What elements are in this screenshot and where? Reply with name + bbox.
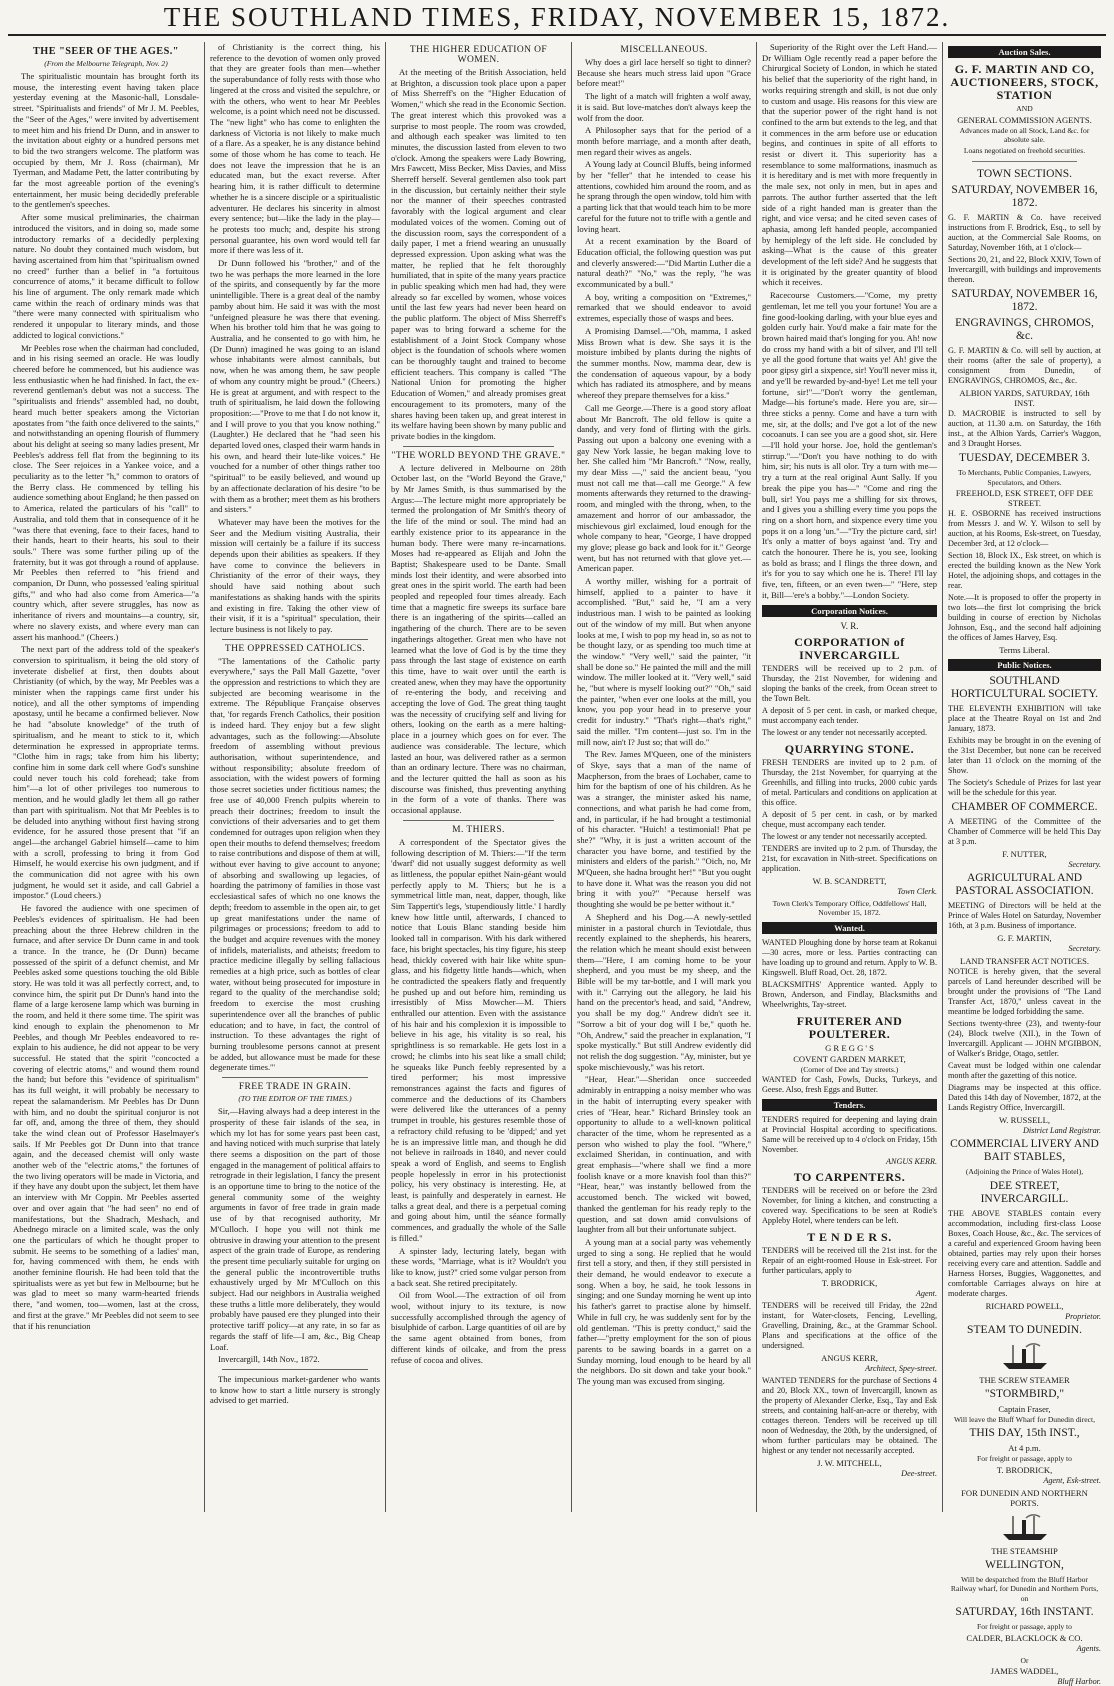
paragraph: The Rev. James M'Queen, one of the ministers of Skye, says that a man of the name of Macpherson, from the braes of Lochaber, came to him for the baptism of one of his children. As he was a stranger, the minister asked his name, connections, and what parish he had come from, and, in particular, if he had brought a testimonial of his character. "Huich! a testimonial! Phat pe she?" "Why, it is just a written account of the character you have borne, and testified by the ministers and elders of the parish." "Oich, no, Mr M'Queen, she hadna brought her!" "But you ought to have done it. What was the reason you did not bring it with you?" "Pecause herself was thoughting she would be pe better without it." xyxy=(577,749,751,910)
notice-text: WANTED TENDERS for the purchase of Sections 4 and 20, Block XX., town of Invercargill, known as the property of Alexander Clerke, Esq., Tay and Esk streets, and containing half-an-acre or thereby, with cottages thereon. Tenders will be received up till noon of Wednesday, the 20th, by the undersigned, of whom further particulars may be obtained. The highest or any tender not necessarily accepted. xyxy=(762,1376,937,1456)
steamship-icon xyxy=(948,1341,1101,1371)
article-title: THE "SEER OF THE AGES." xyxy=(33,46,179,57)
steamship-icon-svg xyxy=(1000,1512,1050,1542)
signature-title: Dee-street. xyxy=(901,1469,937,1479)
signature: W. RUSSELL, xyxy=(998,1115,1050,1125)
notice-text: Loans negotiated on freehold securities. xyxy=(963,145,1086,155)
paragraph: A Young lady at Council Bluffs, being informed by her "feller" that he intended to cease his attentions, cowhided him around the room, and as he sprang through the open window, told him with a parting lick that that would teach him to be more careful for the future not to trifle with a gentle and loving heart. xyxy=(577,159,751,234)
article-subtitle: (TO THE EDITOR OF THE TIMES.) xyxy=(238,1094,352,1104)
notice-footer: Town Clerk's Temporary Office, Oddfellows' Hall, November 15, 1872. xyxy=(772,898,927,918)
ship-name: "STORMBIRD," xyxy=(984,1387,1065,1400)
notice-date: THIS DAY, 15th INST., xyxy=(969,1427,1080,1439)
notice-title: QUARRYING STONE. xyxy=(784,741,915,756)
paragraph: "Hear, Hear."—Sheridan once succeeded admirably in entrapping a noisy member who was in the habit of interrupting every speaker with cries of "Hear, hear." Richard Brinsley took an opportunity to allude to a well-known political character of the time, whom he represented as a person who wished to play the fool. "Where," exclaimed Sheridan, in continuation, and with great emphasis—"where shall we find a more foolish knave or a more knavish fool than this?" "Hear, hear," was instantly bellowed from the accustomed bench. The wicked wit bowed, thanked the gentleman for his ready reply to the question, and sat down amid convulsions of laughter from all but their unfortunate subject. xyxy=(577,1074,751,1235)
notice-text: TENDERS required for deepening and laying drain at Provincial Hospital according to specifications. Same will be received up to 4 o'clock on Friday, 15th November. xyxy=(762,1115,937,1155)
notice-text: Will be despatched from the Bluff Harbor Railway wharf, for Dunedin and Northern Ports, on xyxy=(950,1574,1099,1603)
notice-title: CORPORATION of INVERCARGILL xyxy=(794,634,905,662)
signature-title: Bluff Harbor. xyxy=(1057,1677,1101,1686)
notice-text: G. F. MARTIN & Co. will sell by auction, at their rooms (after the sale of property), a consignment from Dunedin, of ENGRAVINGS, CHROMOS, &c., &c. xyxy=(948,346,1101,385)
notice-text: THE ELEVENTH EXHIBITION will take place at the Theatre Royal on 1st and 2nd January, 1873. xyxy=(948,704,1101,733)
notice-text: FRESH TENDERS are invited up to 2 p.m. of Thursday, the 21st November, for quarrying at the Greenhills, and filling into trucks, 2000 cubic yards of metal. Particulars and conditions on application at this office. xyxy=(762,757,937,807)
notice-text: Caveat must be lodged within one calendar month after the gazetting of this notice. xyxy=(948,1061,1101,1080)
paragraph: The light of a match will frighten a wolf away, it is said. But love-matches don't always keep the wolf from the door. xyxy=(577,91,751,123)
paragraph: Why does a girl lace herself so tight to dinner? Because she hears much stress laid upon "Grace before meat!" xyxy=(577,57,751,89)
steamship-icon-svg xyxy=(1000,1341,1050,1371)
paragraph: A Promising Damsel.—"Oh, mamma, I asked Miss Brown what is dew. She says it is the moisture imbibed by plants during the nights of the summer months. Now, mamma dear, dew is the condensation of aqueous vapour, by a body which has radiated its atmosphere, and by means whereof they prepare themselves for a kiss." xyxy=(577,325,751,401)
signature: CALDER, BLACKLOCK & CO. xyxy=(966,1632,1083,1643)
notice-title: CHAMBER OF COMMERCE. xyxy=(951,801,1098,813)
paragraph: A worthy miller, wishing for a portrait of himself, applied to a painter to have it accomplished. "But," said he, "I am a very industrious man. I wish to be painted as looking out of the window of my mill. But when anyone looks at me, I wish to pop my head in, so as not to be thought lazy, or as spending too much time at the window." "Very well," said the painter, "it shall be done so." He painted the mill and the mill window. The miller looked at it. "Very well," said he, "but where is myself looking out?" "Oh," said the painter, "when ever one looks at the mill, you know, you pop your head in to preserve your credit for industry." "That's right—that's right," said the miller. "I'm content—just so. I'm in the mill now, ain't I? Just so; that will do." xyxy=(577,576,751,747)
paragraph: Dr Dunn followed his "brother," and of the two he was perhaps the more learned in the lore of the spirits, and consequently by far the more unintelligible. There is a great deal of the namby pamby about him. He said it was with the most "unfeigned pleasure he was there that evening. When his brother told him that he was going to Australia, and he consented to go with him, he (Dr Dunn) imagined he was going to an island whose inhabitants were almost cannibals, but now, when he was among them, he saw people of whom any country might be proud." (Cheers.) He is great at argument, and with respect to the truth of spiritualism, he laid down the following proposition:—"Prove to me that I do not know it, and I will prove to you that you know nothing." (Laughter.) He declared that he "had seen his departed loved ones, clasped their warm hands in his own, and heard their lute-like voices." He vouched for a number of other things rather too "spiritual" to be easily believed, and wound up by an affectionate declaration of his desire "to be with them as a brother; meet them as his brothers and sisters." xyxy=(210,258,380,515)
signature: T. BRODRICK, xyxy=(821,1278,878,1289)
notice-date: SATURDAY, 16th INSTANT. xyxy=(955,1606,1094,1618)
notice-title: G. F. MARTIN AND CO, AUCTIONEERS, STOCK, STATION xyxy=(950,62,1099,102)
notice-text: For freight or passage, apply to xyxy=(977,1622,1072,1631)
signature-title: Architect, Spey-street. xyxy=(865,1364,937,1374)
notice-text: Or xyxy=(1020,1655,1029,1665)
signature: W. B. SCANDRETT, xyxy=(812,875,887,886)
notice-title: STEAM TO DUNEDIN. xyxy=(967,1323,1082,1336)
signature-title: Agent. xyxy=(915,1289,937,1299)
notice-title: AGRICULTURAL AND PASTORAL ASSOCIATION. xyxy=(955,872,1094,897)
paragraph: Oil from Wool.—The extraction of oil from wool, without injury to its texture, is now successfully accomplished through the agency of bisulphide of carbon. Large quantities of oil are by the same agent obtained from bones, from different kinds of oilcake, and from the press refuse of cocoa and olives. xyxy=(391,1290,566,1365)
column-1 xyxy=(8,42,205,1512)
notice-title: LAND TRANSFER ACT NOTICES. xyxy=(959,956,1090,966)
article-title: "THE WORLD BEYOND THE GRAVE." xyxy=(391,450,566,461)
paragraph: A Philosopher says that for the period of a month before marriage, and a month after death, men regard their wives as angels. xyxy=(577,125,751,157)
paragraph: Superiority of the Right over the Left Hand.—Dr William Ogle recently read a paper before the Chirurgical Society of London, in which he stated his belief that the superiority of the right hand, in works requiring strength and skill, is not due only to custom and usage. His reasons for this view are that the superior power of the right hand is not confined to the arm but extends to the leg, and that it commences in the arm before use or education begins, and continues in spite of all efforts to resist or divert it. This superiority has a resemblance to some malformations, inasmuch as it is hereditary and is met with more frequently in the male sex, not only in men, but in apes and parrots. The author further asserted that the left side of a right handed man is greater than the right, and vice versa; and he cited seven cases of aphasia, among left handed people, accompanied by hemiplegy of the left side. He concluded by asking—What is the cause of this greater development of the left side? And he suggests that it is originated by the greater quantity of blood which it receives. xyxy=(762,42,937,288)
shop-name: G R E G G ' S xyxy=(825,1042,874,1053)
notice-text: D. MACROBIE is instructed to sell by auction, at 11.30 a.m. on Saturday, the 16th inst., at the Albion Yards, Carrier's Waggon, and 3 Draught Horses. xyxy=(948,409,1101,448)
ship-name: WELLINGTON, xyxy=(985,1558,1064,1571)
paragraph: The spiritualistic mountain has brought forth its mouse, the interesting event having taken place yesterday evening at the Masonic-hall, Lonsdale-street. "Spiritualists and friends" of Mr J. M. Peebles, the "Seer of the Ages," were invited by advertisement to meet him and his friend Dr Dunn, and in answer to the invitation about eighty or a hundred persons met to bid the two strangers welcome. The platform was occupied by them, Mr J. Ross (chairman), Mr Tyerman, and Madame Pett, the latter contributing by far the most agreeable portion of the evening's entertainment, her music being decidedly preferable to the gentlemen's speeches. xyxy=(13,71,199,210)
paragraph: "The lamentations of the Catholic party everywhere," says the Pall Mall Gazette, "over the oppression and restrictions to which they are subjected are becoming wearisome in the extreme. The République Française observes that, 'for regards French Catholics, their position is indeed hard. They enjoy but a few slight advantages, such as the following:—Absolute freedom of assembling without previous authorisation, without superintendence, and without responsibility; absolute freedom of association, with the widest powers of forming those secret societies under fictitious names; the free use of 40,000 French pulpits wherein to preach their doctrines; freedom to insult the convictions of their adversaries and to get them condemned for outrages upon religion when they open their mouths to defend themselves; freedom to raise contributions and dispose of them at will, without ever having to give account to anyone; of absorbing and swallowing up legacies, of hoarding the patrimony of families in those vast ecclesiastical safes of which no one knows the depth; freedom to assemble in the open air, to get up great manifestations under the name of pilgrimages or processions; freedom to add to the budget and acquire revenues with the money of infidels, materialists, and atheists; freedom to practice medicine illegally by selling fallacious remedies at a high price, such as bottles of clear water, without being prosecuted for imposture in regard to the quality of the merchandise sold; freedom to exercise the most crushing superintendence over all the branches of public education; and to have, in fact, the control of instruction. To these advantages the right of burning troublesome persons cannot at present be added, but allowance must be made for these degenerate times.'" xyxy=(210,655,380,1073)
paragraph: At a recent examination by the Board of Education official, the following question was put and cleverly answered:—"Did Martin Luther die a natural death?" "No," was the reply, "he was excommunicated by a bull." xyxy=(577,236,751,290)
signature: G. F. MARTIN, xyxy=(997,933,1052,943)
notice-title: FRUITERER AND POULTERER. xyxy=(796,1013,903,1041)
signature-title: District Land Registrar. xyxy=(1022,1126,1101,1135)
notice-title: ENGRAVINGS, CHROMOS, &c. xyxy=(955,317,1094,342)
notice-title: THE STEAMSHIP xyxy=(991,1545,1058,1556)
notice-title: SOUTHLAND HORTICULTURAL SOCIETY. xyxy=(950,675,1099,700)
notice-text: BLACKSMITHS' Apprentice wanted. Apply to Brown, Anderson, and Findlay, Blacksmiths and Wheelwrights, Tay-street. xyxy=(762,979,937,1009)
column-3 xyxy=(386,42,572,1512)
paragraph: The next part of the address told of the speaker's conversion to spiritualism, it being the old story of inveterate disbelief at first, then doubts about Christianity (of which, by the way, Mr Peebles was a minister when the rappings came first under his notice), and all the other symptoms of impending apostasy, until he became a confirmed believer. Now he had "absolute knowledge" of the truth of spiritualism, and he meant to stick to it, which determination he expressed in appropriate terms. "Clothe him in rags; take from him his liberty; confine him in some dark cell where God's sunshine could never touch his cold forehead; take from him"—a lot of other privileges too numerous to mention, and he would gladly let them all go rather than part with spiritualism. Not that Mr Peebles is to be deluded into anything without first having strong evidence, for he assured those present that "if an angel—the archangel Gabriel himself—came to him with a scroll, professing to bring it from God Himself, he would exercise his own judgment, and if the communication did not agree with his own judgment, he would set it aside, and call Gabriel a impostor." (Loud cheers.) xyxy=(13,644,199,901)
columns xyxy=(8,42,1106,1686)
notice-text: To Merchants, Public Companies, Lawyers, Speculators, and Others. xyxy=(958,468,1091,487)
notice-text: TENDERS will be received on or before the 23rd November, for lining a kitchen, and constructing a covered way. Specifications to be seen at Rodie's Appleby Hotel, where tenders can be left. xyxy=(762,1186,937,1226)
paragraph: After some musical preliminaries, the chairman introduced the visitors, and in doing so, made some introductory remarks of a decidedly perplexing nature. No doubt they contained much wisdom, but having ascertained from him that "spiritualism owned no creed" further than a belief in "a fortuitous concurrence of atoms," it became difficult to follow his line of argument. The only remark made which came within the reach of ordinary minds was that "there were many connected with spiritualism who rendered it unpopular to literary minds, and those addicted to logical convictions." xyxy=(13,212,199,340)
notice-subtitle: (Adjoining the Prince of Wales Hotel), xyxy=(965,1167,1084,1176)
column-5 xyxy=(757,42,943,1512)
signature: J. W. MITCHELL, xyxy=(817,1458,882,1469)
article-title: M. THIERS. xyxy=(452,824,505,835)
shop-address: (Corner of Dee and Tay streets.) xyxy=(800,1064,899,1074)
paragraph: Racecourse Customers.—"Come, my pretty gentleman, let me tell you your fortune! You are a fine good-looking darling, with your blue eyes and golden curly hair. You'd make a fair mate for the brown haired maid that's longing for you. Ah! now do cross my hand with a bit of silver, and I'll tell ye all the good fortune that waits ye! Ah! give the poor gipsy girl a sixpence, sir! You'll never miss it, and ye'll be rewarded by-and-bye! Let me tell your fortune, sir!"—"Don't worry the gentleman, Madge—his fortune's made. Here you are, sir—three sticks a penny. Come and have a turn with me, sir, at the dolls; and I've got a lot of the new cocoanuts. I can see you are a good shot, sir. Here—I'll hold your horse. Joe, hold the gentleman's stirrup."—"Don't you have nothing to do with him, sir; his nuts is all olor. Try a turn with me—try a turn at the real original Aunt Sally. If you break the pipe you has—" "Come and ring the bull, sir! You pays me a shilling for six throws, and I gives you a shilling every time you pops the ring on a short horn, and sixpence every time you pops it on a long 'un."—"Try the picture card, sir! It's only a matter of boys against 'and. Try and catch the honourer. There he is, you see, looking as bold as brass; and I flings the three down, and it's for you to say which one he is. There! I'll lay five, ten, fifteen, or an even twen—" "Here, step it, Bill—'ere's a bobby."—London Society. xyxy=(762,290,937,600)
notice-title: THE SCREW STEAMER xyxy=(979,1374,1070,1385)
notice-title: T E N D E R S. xyxy=(807,1230,892,1245)
notice-subtitle: GENERAL COMMISSION AGENTS. xyxy=(957,114,1092,125)
notice-date: TUESDAY, DECEMBER 3. xyxy=(959,452,1090,464)
divider xyxy=(403,446,554,447)
article-title: THE OPPRESSED CATHOLICS. xyxy=(224,643,366,654)
notice-text: Sections twenty-three (23), and twenty-four (24), Block twelve (XII.), in the Town of Invercargill. Applicant — JOHN M'GIBBON, of Walker's Bridge, Otago, settler. xyxy=(948,1019,1101,1058)
notice-title: FREEHOLD, ESK STREET, OFF DEE STREET. xyxy=(955,488,1094,508)
section-band: Tenders. xyxy=(762,1099,937,1111)
divider xyxy=(972,161,1077,162)
notice-title: FOR DUNEDIN AND NORTHERN PORTS. xyxy=(961,1487,1088,1508)
notice-text: TENDERS will be received up to 2 p.m. of Thursday, the 21st November, for widening and sloping the banks of the creek, from Ocean street to the Town Belt. xyxy=(762,663,937,703)
steamship-icon xyxy=(948,1512,1101,1542)
signature: JAMES WADDEL, xyxy=(990,1666,1059,1676)
masthead: THE SOUTHLAND TIMES, FRIDAY, NOVEMBER 15, 1872. xyxy=(8,0,1106,36)
signature: F. NUTTER, xyxy=(1002,849,1047,859)
notice-text: WANTED for Cash, Fowls, Ducks, Turkeys, and Geese. Also, fresh Eggs and Butter. xyxy=(762,1075,937,1095)
paragraph: A Shepherd and his Dog.—A newly-settled minister in a pastoral church in Teviotdale, thus recently explained to the shepherds, his hearers, the relation which he meant should exist between them—"Here, I am coming home to be your shepherd, and you must be my sheep, and the Bible will be my tar-bottle, and I will mark you with it." Carrying out the allegory, he laid his hand on the precentor's head, and said, "Andrew, you shall be my dog." Andrew didn't see it. "Sorrow a bit of your dog will I be," quoth he. "Oh, Andrew," said the preacher in explanation, "I spoke mystically." But still Andrew evidently did not relish the dog suggestion. "Ay, minister, but ye spoke mischievously," was his retort. xyxy=(577,911,751,1072)
notice-text: The lowest or any tender not necessarily accepted. xyxy=(762,727,928,737)
section-band: Public Notices. xyxy=(948,659,1101,671)
notice-text: Exhibits may be brought in on the evening of the 31st December, but none can be received later than 11 o'clock on the morning of the Show. xyxy=(948,736,1101,775)
signature: T. BRODRICK, xyxy=(996,1464,1053,1475)
divider xyxy=(222,1077,368,1078)
signature: ANGUS KERR, xyxy=(821,1353,878,1364)
column-2 xyxy=(205,42,386,1512)
article-source: (From the Melbourne Telegraph, Nov. 2) xyxy=(44,59,168,68)
notice-title: DEE STREET, INVERCARGILL. xyxy=(980,1179,1069,1205)
paragraph: Whatever may have been the motives for the Seer and the Medium visiting Australia, their mission will certainly be a failure if its success depends upon their abilities as speakers. If they have come to convince the believers in Christianity of the error of their ways, they should have said nothing about such manifestations as shaking hands with the spirits and existing in fire. Taking the other view of their visit, if it is a "spiritual" speculation, their lecture business is not likely to pay. xyxy=(210,516,380,634)
royal-arms-icon xyxy=(762,621,937,631)
divider xyxy=(403,820,554,821)
signature: ANGUS KERR. xyxy=(886,1157,937,1167)
notice-text: WANTED Ploughing done by horse team at Rokanui—30 acres, more or less. Parties contracting can have loading up to ground and return. Apply to W. B. Kingswell. Bluff Road, Oct. 28, 1872. xyxy=(762,937,937,977)
notice-text: G. F. MARTIN & Co. have received instructions from F. Brodrick, Esq., to sell by auction, at the Commercial Sale Rooms, on Saturday, November 16th, at 1 o'clock— xyxy=(948,213,1101,252)
paragraph: Sir,—Having always had a deep interest in the prosperity of these fair islands of the sea, in which my lot has for some years past been cast, and having noticed with much surprise that lately there seems a disposition on the part of those engaged in the management of political affairs to retrograde in their legislation, I fancy the present is an opportune time to bring to the notice of the general community some of the weighty arguments in favor of free trade in grain made use of by that recognised authority, Mr M'Culloch. I hope you will not think me obtrusive in drawing your attention to the present aspect of the grain trade of Europe, as rendering the present time peculiarly suitable for urging on the general public the incontrovertible truths exhaustively urged by Mr M'Culloch on this subject. Had our neighbors in Australia weighed these truths a little more deliberately, they would probably have paused ere they plunged into their protective tariff policy—at any rate, in so far as regards the staff of life—I am, &c., Big Cheap Loaf. xyxy=(210,1106,380,1352)
column-6 xyxy=(943,42,1106,1686)
paragraph: A boy, writing a composition on "Extremes," remarked that we should endeavor to avoid extremes, especially those of wasps and bees. xyxy=(577,291,751,324)
paragraph: At the meeting of the British Association, held at Brighton, a discussion took place upon a paper of Miss Sherreff's on the "Higher Education of Women," which she read in the Economic Section. The great interest which this provoked was a surprise to most people. The room was crowded, and although each speaker was limited to ten minutes, the discussion lasted from eleven to two o'clock. Among the speakers were Lady Bowring, Mrs Fawcett, Miss Becker, Miss Davies, and Miss Sherreff herself. Several gentlemen also took part in the discussion, but certainly neither their style nor the manner of their speeches contrasted favorably with the logical argument and clear modulated voices of the women. Coming out of the discussion room, says the correspondent of a daily paper, I met a friend wearing an unusually depressed expression. Upon asking what was the matter, he replied that he felt thoroughly humiliated, that in spite of the many years practice in public speaking which men had had, they were already so far excelled by women, whose voices until the last few years had never been heard on the public platform. The object of Miss Sherreff's paper was to bring forward a scheme for the establishment of a Joint Stock Company whose object is the foundation of schools where women can be thoroughly taught and trained to become efficient teachers. This company is called "The National Union for promoting the higher Education of Women," and already promises great encouragement to its promoters, many of the shares having been taken up, and great interest in its welfare having been shown by many public and private bodies in the kingdom. xyxy=(391,67,566,441)
notice-text: Sections 20, 21, and 22, Block XXIV, Town of Invercargill, with buildings and improvements thereon. xyxy=(948,255,1101,284)
paragraph: The impecunious market-gardener who wants to know how to start a little nursery is strongly advised to get married. xyxy=(210,1373,380,1406)
notice-text: For freight or passage, apply to xyxy=(977,1454,1072,1463)
signature-title: Secretary. xyxy=(1068,860,1101,869)
section-band: Corporation Notices. xyxy=(762,605,937,617)
notice-text: Terms Liberal. xyxy=(999,645,1050,655)
paragraph: A young man at a social party was vehemently urged to sing a song. He replied that he would first tell a story, and then, if they still persisted in their demand, he would endeavor to execute a song. When a boy, he said, he took lessons in singing; and one Sunday morning he went up into his father's garret to practise alone by himself. While in full cry, he was suddenly sent for by the old gentleman. "This is pretty conduct," said the father—"pretty employment for the son of pious parents to be sawing boards in a garret on a Sunday morning, loud enough to be heard by all the neighbors. Do sit down and take your book." The young man was excused from singing. xyxy=(577,1236,751,1387)
notice-title: ALBION YARDS, SATURDAY, 16th INST. xyxy=(959,388,1090,408)
paragraph: Call me George.—There is a good story afloat about Mr Bancroft. The old fellow is quite a dandy, and very fond of flirting with the girls. Passing out upon a balcony one evening with a gay New York lassie, he began making love to her. She called him "Mr Bancroft." "Now, really, my dear Miss —," said the ancient beau, "you must not call me that—call me George." A few moments afterwards they returned to the drawing-room, and mingled with the throng, when, to the amazement and horror of our ambassador, the mischievous girl exclaimed, loud enough for the whole company to hear, "George, I have dropped my glove; please go back and look for it." George went, but has not returned with that glove yet.—American paper. xyxy=(577,402,751,574)
notice-text: The lowest or any tender not necessarily accepted. xyxy=(762,831,928,841)
notice-text: Advances made on all Stock, Land &c. for absolute sale. xyxy=(959,125,1090,144)
signature-title: Secretary. xyxy=(1068,944,1101,953)
paragraph: A lecture delivered in Melbourne on 28th October last, on the "World Beyond the Grave," by Mr James Smith, is thus summarised by the Argus:—The lecture might more appropriately be termed the prolongation of Mr Smith's theory of the life of the mind or soul. The mind had an earthly existence prior to its appearance in the human body. There were many re-incarnations. Moses had re-appeared as Elijah and John the Baptist; Shakespeare used to be Dante. Small minds lost their identity, and were absorbed into great ones in the spirit world. The earth had been peopled and repeopled four times already. Each time that a magnetic fire sweeps its surface bare there is an ingathering of the spirits—called an ingathering of the church. There are to be seven ingatherings altogether. Great men who have not learned what the love of God is by the time they pass through the last stage of existence on earth this time, have to wait over until the earth is created anew, when they may have the opportunity of re-entering the body, and receiving and accepting the love of God. The great thing taught was the necessity of crucifying self and living for others, looking on the earth as a mere halting-place in a journey which goes on for ever. The audience was considerable. The lecture, which lasted an hour, was delivered rather as a sermon than an ordinary lecture. There was no chairman, and the lecturer quitted the hall as soon as his discourse was finished, thus preventing anything in the form of a vote of thanks. There was occasional applause. xyxy=(391,462,566,816)
notice-text: Diagrams may be inspected at this office. Dated this 14th day of November, 1872, at the Lands Registry Office, Invercargill. xyxy=(948,1083,1101,1112)
notice-text: A deposit of 5 per cent. in cash, or marked cheque, must accompany each tender. xyxy=(762,705,937,725)
paragraph: Mr Peebles rose when the chairman had concluded, and in his rising seemed an oracle. He was loudly cheered before he commenced, but his audience was less enthusiastic when he had finished. In fact, the ex-reverend gentleman's debut was not a success. The "spiritualists and friends" assembled had, no doubt, heard much better speakers among the Victorian apostates from "the faith once delivered to the saints," and notwithstanding an opening flourish of flummery about his delight at seeing so many ladies present, Mr Peebles's address fell flat from the beginning to its close. The Seer rejoices in a Yankee voice, and a peculiarity as to the letter "h," common to orators of the Berry class. He commenced by telling his audience something about England; he then passed on to America, related the particulars of his "call" to Australia, and told them that in consequence of it he "was there that evening, face to their faces, hand to their hands, heart to their hearts, his soul to their souls." There was some further piling up of the fraternity, but it was got through a round of applause. Mr Peebles then referred to "his friend and companion, Dr Dunn, who possessed 'ealing spiritual gifts,'" and who had also come from America—"a country which, after severe struggles, has now as inheritance of rivers and mountains—a country, sir, where no slavery exists, and where every man can assert his manhood." (Cheers.) xyxy=(13,342,199,642)
notice-text: TENDERS will be received till Friday, the 22nd instant, for Water-closets, Fencing, Levelling, Gravelling, Draining, &c., at the Grammar School. Plans and specifications at the office of the undersigned. xyxy=(762,1301,937,1351)
captain-name: Captain Fraser, xyxy=(998,1403,1051,1414)
notice-title: TO CARPENTERS. xyxy=(793,1170,906,1185)
divider xyxy=(222,639,368,640)
notice-text: THE ABOVE STABLES contain every accommodation, including first-class Loose Boxes, Coach House, &c., &c. The services of a careful and experienced Groom having been obtained, parties may rely upon their horses receiving every care and attention. Saddle and Harness Horses, Buggies, Waggonettes, and comfortable Carriages always on hire at moderate charges. xyxy=(948,1208,1101,1298)
notice-subtitle: AND xyxy=(1016,104,1033,113)
section-band: Auction Sales. xyxy=(948,46,1101,58)
signature-title: Agents. xyxy=(1076,1643,1101,1653)
article-title: FREE TRADE IN GRAIN. xyxy=(238,1082,352,1093)
notice-date: SATURDAY, NOVEMBER 16, 1872. xyxy=(951,184,1098,209)
notice-text: Note.—It is proposed to offer the property in two lots—the first lot comprising the brick building in course of erection by Nicholas Johnson, Esq., and the second half adjoining the offices of James Harvey, Esq. xyxy=(948,593,1101,642)
notice-text: A deposit of 5 per cent. in cash, or by marked cheque, must accompany each tender. xyxy=(762,809,937,829)
paragraph: A correspondent of the Spectator gives the following description of M. Thiers:—"If the term 'dwarf' did not usually suggest deformity as well as littleness, the popular epithet Nain-géant would perfectly apply to M. Thiers; but he is a symmetrical little man, neat, dapper, though, like Sim Tappertit's legs, 'stupendiously little.' I hardly knew how little until, afterwards, I chanced to notice that Louis Blanc standing beside him looked tall in comparison. With his dark withered face, his bright spectacles, his tiny figure, his steep head, thickly covered with hair like white spun-glass, and his fidgetty little hands—which, when he contradicted the speakers flatly and frequently he pushed up and out before him, reminding us irresistibly of Miss Mowcher—M. Thiers enthralled our attention. Even with the assistance of his hair and his complexion it is impossible to believe in his age, his vitality is so real, his sprightliness is so remarkable. He gets lost in a crowd; he climbs into his seat like a small child; he squeaks like Punch feebly represented by a tired performer; his most impressive remonstrances against the facts and figures of commerce and the deductions of its Chambers were delivered like the utterances of a penny trumpet in trouble, his gestures resemble those of a refractory child refusing to be 'dipped;' and yet he is an impressive little man, and though he did not believe in railroads in 1840, and never could speak a word of English, and seems to English people hopelessly in error in his protectionist policy, his very obstinacy is interesting. He, at least, is painfully and desperately in earnest. He talks a great deal, and there is a perpetual coming and going about him, until the séance formally commences, and gradually the whole of the Salle is filled." xyxy=(391,836,566,1243)
notice-text: MEETING of Directors will be held at the Prince of Wales Hotel on Saturday, November 16th, at 3 p.m. Business of importance. xyxy=(948,901,1101,930)
paragraph: of Christianity is the correct thing, his reference to the devotion of women only proved that they are greater fools than men—whether the superabundance of folly rests with those who lingered at the cross and visited the sepulchre, or with the others, who went to hear Mr Peebles welcome, is a point which need not be discussed. The "new light" who has come to enlighten the darkness of Victoria is not likely to make much of a flare. As a speaker, he is any distance behind some of those whom he has come to teach. He does not leave the impression that he is an educated man, but the exact reverse. After hearing him, it is rather difficult to determine whether he is a sincere disciple or a spiritualistic adventurer. He declares his sincerity in almost every sentence; but—like the lady in the play—he protests too much; and, despite his strong personal guarantee, his own word would tell far more if there was less of it. xyxy=(210,42,380,256)
notice-text: TENDERS are invited up to 2 p.m. of Thursday, the 21st, for excavation in Nith-street. Specifications on application. xyxy=(762,843,937,873)
signature-title: Agent, Esk-street. xyxy=(1043,1475,1101,1485)
signature-title: Proprietor. xyxy=(1065,1311,1101,1321)
shop-subtitle: COVENT GARDEN MARKET, xyxy=(793,1053,906,1064)
notice-text: The Society's Schedule of Prizes for last year will be the schedule for this year. xyxy=(948,778,1101,797)
notice-date: SATURDAY, NOVEMBER 16, 1872. xyxy=(951,288,1098,313)
article-title: THE HIGHER EDUCATION OF WOMEN. xyxy=(409,45,548,65)
notice-title: TOWN SECTIONS. xyxy=(977,168,1072,180)
signature-title: Town Clerk. xyxy=(897,886,937,896)
notice-title: COMMERCIAL LIVERY AND BAIT STABLES, xyxy=(950,1138,1099,1163)
divider xyxy=(222,1369,368,1370)
paragraph: He favored the audience with one specimen of Peebles's evidences of spiritualism. He had been preaching about the three Hebrew children in the furnace, and after service Dr Dunn came in and took a trance. In the trance, he (Dr Dunn) became possessed of the spirit of a defunct chemist, and Mr Peebles asked some questions touching the old Bible story. He was told it was all perfectly correct, and, to convince him, the spirit put Dr Dunn's hand into the flame of a large kerosene lamp which was burning in the room, and held it there some time. The spirit was kind enough to explain the phenomenon to Mr Peebles, and though Mr Peebles endeavored to re-explain to his audience, he did not appear to be very successful. He stated that the spirit "concocted a covering of electric atoms," and wound them round the hand; but before this "evidence of spiritualism" has its full weight, it will probably be necessary to repeat the salamanderism. Mr Peebles has Dr Dunn with him, and no doubt the spiritual conjuror is not far off, and, among the three of them, they should take the wind clean out of Professor Haselmayer's sails. If Mr Peebles got Dr Dunn into that trance again, and the deceased chemist will only waste another web of the "electric atoms," the fortunes of the two living operators will be made in Victoria, and if they have any doubt upon the subject, let them have an interview with Mr Coppin. Mr Peebles asserted over and over again that "he had seen" no end of manifestations, but the Shadrach, Meshach, and Abednego miracle on a limited scale, was the only one the particulars of which he thought proper to submit. He seems to be something of a ladies' man, for, having commenced with them, he ends with another feminine flourish. He had been told that the spiritualists were as yet but few in Melbourne; but he was glad to meet so many warm-hearted friends there, "and women, too—women, last at the cross, and first at the grave." Mr Peebles did not seem to see that if his renunciation xyxy=(13,903,199,1331)
notice-text: Section 18, Block IX., Esk street, on which is erected the building known as the New York Hotel, the adjoining shops, and cottages in the rear. xyxy=(948,551,1101,590)
paragraph: A spinster lady, lecturing lately, began with these words, "Marriage, what is it? Wouldn't you like to know, just?" cried some vulgar person from a back seat. She retired precipitately. xyxy=(391,1245,566,1288)
notice-text: H. E. OSBORNE has received instructions from Messrs J. and W. Y. Wilson to sell by auction, at his Rooms, Esk-street, on Tuesday, December 3rd, at 12 o'clock— xyxy=(948,509,1101,548)
vr-mark: V. R. xyxy=(840,620,859,631)
notice-text: NOTICE is hereby given, that the several parcels of Land hereunder described will be brought under the provisions of "The Land Transfer Act, 1870," unless caveat in the meantime be lodged forbidding the same. xyxy=(948,967,1101,1016)
letter-signature: Invercargill, 14th Nov., 1872. xyxy=(218,1354,320,1365)
notice-text: TENDERS will be received till the 21st inst. for the Repair of an eight-roomed House in Esk-street. For further particulars, apply to xyxy=(762,1246,937,1276)
section-band: Wanted. xyxy=(762,922,937,934)
notice-time: At 4 p.m. xyxy=(1008,1443,1041,1453)
column-4 xyxy=(572,42,757,1512)
article-title: MISCELLANEOUS. xyxy=(620,45,708,55)
notice-text: Will leave the Bluff Wharf for Dunedin direct, xyxy=(953,1414,1096,1424)
notice-text: A MEETING of the Committee of the Chamber of Commerce will be held This Day at 3 p.m. xyxy=(948,817,1101,846)
signature: RICHARD POWELL, xyxy=(985,1300,1064,1311)
